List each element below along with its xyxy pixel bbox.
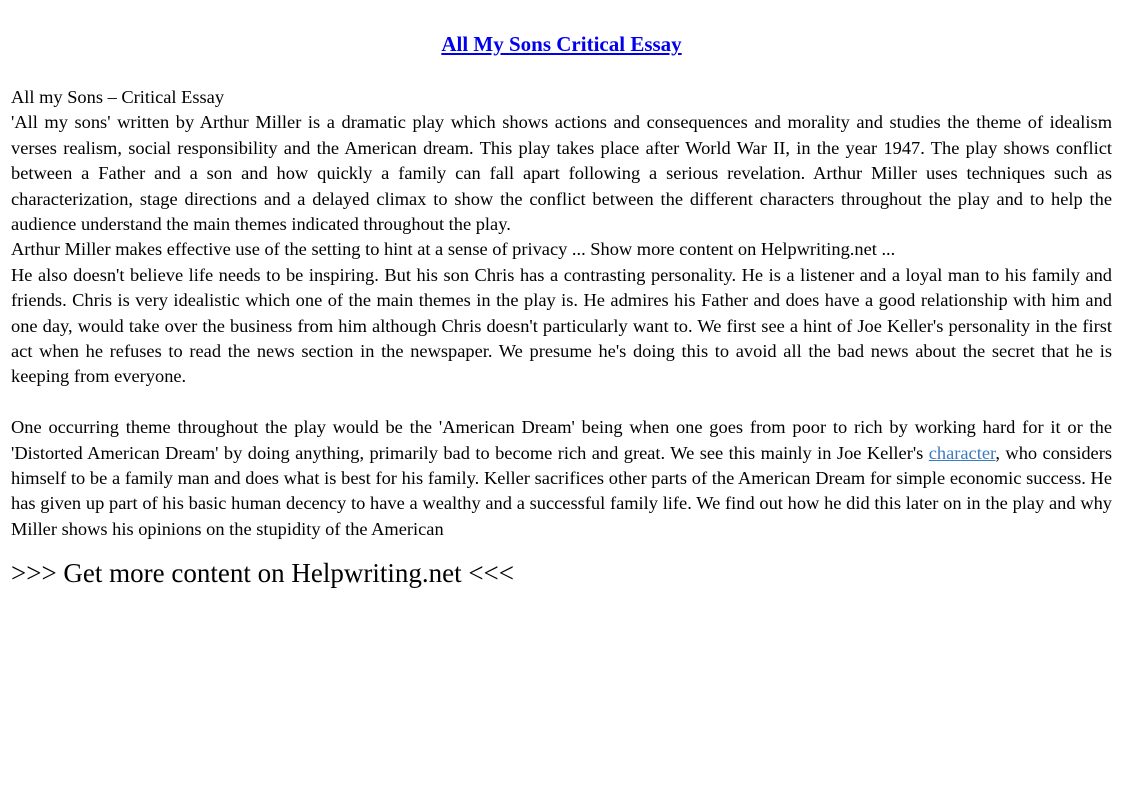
character-link[interactable]: character <box>928 442 996 463</box>
essay-body <box>11 85 1112 542</box>
more-content-banner: >>> Get more content on Helpwriting.net <<< <box>11 558 515 589</box>
paragraph-text-end: , who considers himself to be a family man and does what is best for his family. Keller sacrifices other parts of the American Dream for simple economic success. He has given up part of his basic human decency to have a wealthy and a successful family life. We find out how he did this later on in the play and why Miller shows his opinions on the stupidity of the American <box>11 442 1112 539</box>
paragraph-spacer <box>11 390 1112 415</box>
essay-paragraph-preview: Arthur Miller makes effective use of the setting to hint at a sense of privacy ... Show more content on Helpwriting.net ... <box>11 239 896 260</box>
page-title-link[interactable]: All My Sons Critical Essay <box>441 32 682 56</box>
paragraph-text-start: One occurring theme throughout the play would be the 'American Dream' being when one goes from poor to rich by working hard for it or the 'Distorted American Dream' by doing anything, primarily bad to become rich and great. We see this mainly in Joe Keller's <box>11 417 1112 463</box>
essay-paragraph-chris: He also doesn't believe life needs to be inspiring. But his son Chris has a contrasting personality. He is a listener and a loyal man to his family and friends. Chris is very idealistic which one of the main themes in the play is. He admires his Father and does have a good relationship with him and one day, would take over the business from him although Chris doesn't particularly want to. We first see a hint of Joe Keller's personality in the first act when he refuses to read the news section in the newspaper. We presume he's doing this to avoid all the bad news about the secret that he is keeping from everyone. <box>11 264 1112 387</box>
essay-paragraph-american-dream <box>11 415 1112 542</box>
title-container <box>11 0 1112 58</box>
essay-heading: All my Sons – Critical Essay <box>11 87 225 107</box>
essay-paragraph-intro: 'All my sons' written by Arthur Miller is a dramatic play which shows actions and consequences and morality and studies the theme of idealism verses realism, social responsibility and the American dream. This play takes place after World War II, in the year 1947. The play shows conflict between a Father and a son and how quickly a family can fall apart following a serious revelation. Arthur Miller uses techniques such as characterization, stage directions and a delayed climax to show the conflict between the different characters throughout the play and to help the audience understand the main themes indicated throughout the play. <box>11 112 1112 235</box>
